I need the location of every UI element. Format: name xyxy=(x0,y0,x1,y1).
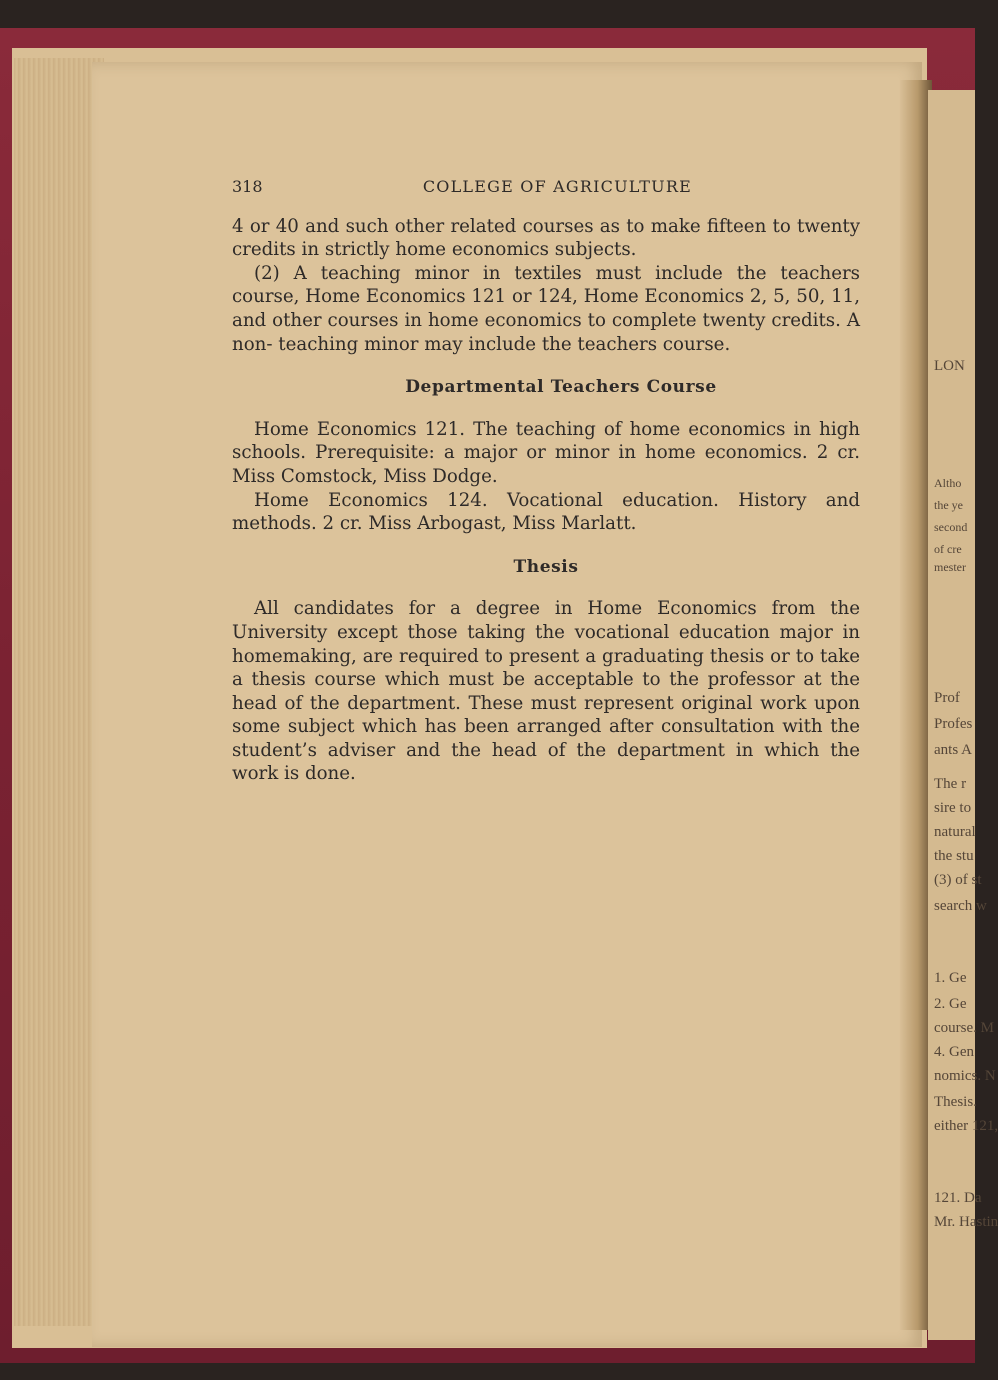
facing-fragment: nomics. N xyxy=(934,1068,996,1084)
facing-fragment: sire to xyxy=(934,800,972,816)
facing-fragment: the ye xyxy=(934,498,963,512)
facing-fragment: The r xyxy=(934,776,967,792)
course-entry: Home Economics 121. The teaching of home economics in high schools. Prerequisite: a major or minor in home economics. 2 cr. Miss Comstock, Miss Dodge. xyxy=(232,418,860,487)
running-head xyxy=(232,175,692,199)
facing-fragment: ants A xyxy=(934,742,972,758)
course-entry: Home Economics 124. Vocational education. History and methods. 2 cr. Miss Arbogast, Miss Marlatt. xyxy=(232,489,860,535)
facing-fragment: of cre xyxy=(934,542,962,556)
facing-fragment: the stu xyxy=(934,848,974,864)
facing-fragment: 2. Ge xyxy=(934,996,967,1012)
thesis-paragraph: All candidates for a degree in Home Economics from the University except those taking the vocational education major in homemaking, are required to present a graduating thesis or to take a thesis course which must be acceptable to the professor at the head of the department. These must represent original work upon some subject which has been arranged after consultation with the student’s adviser and the head of the department in which the work is done. xyxy=(232,598,860,785)
facing-fragment: Thesis. xyxy=(934,1094,977,1110)
facing-fragment: Altho xyxy=(934,476,962,490)
paragraph: (2) A teaching minor in textiles must include the teachers course, Home Economics 121 or 124, Home Economics 2, 5, 50, 11, and other courses in home economics to complete twenty credits. A non- teaching minor may include the teachers course. xyxy=(232,262,860,355)
section-heading: Thesis xyxy=(513,556,579,577)
facing-fragment: Prof xyxy=(934,690,960,706)
facing-fragment: course. M xyxy=(934,1020,994,1036)
section-heading: Departmental Teachers Course xyxy=(405,377,717,398)
facing-fragment: 121. Da xyxy=(934,1190,982,1206)
facing-fragment: 4. Gen xyxy=(934,1044,974,1060)
page-text xyxy=(232,175,860,786)
page-number: 318 xyxy=(232,177,263,196)
facing-fragment: (3) of st xyxy=(934,872,982,888)
facing-fragment: natural xyxy=(934,824,976,840)
facing-fragment: mester xyxy=(934,560,966,574)
page-edges xyxy=(14,58,104,1326)
facing-fragment: Profes xyxy=(934,716,973,732)
facing-fragment: search w xyxy=(934,898,987,914)
facing-fragment: LON xyxy=(934,358,965,374)
facing-fragment: 1. Ge xyxy=(934,970,967,986)
running-title: COLLEGE OF AGRICULTURE xyxy=(422,177,692,196)
facing-fragment: either 121, xyxy=(934,1118,998,1134)
facing-page xyxy=(928,90,998,1340)
facing-fragment: second xyxy=(934,520,968,534)
paragraph: 4 or 40 and such other related courses as to make fifteen to twenty credits in strictly home economics subjects. xyxy=(232,215,860,261)
facing-fragment: Mr. Hastin xyxy=(934,1214,998,1230)
